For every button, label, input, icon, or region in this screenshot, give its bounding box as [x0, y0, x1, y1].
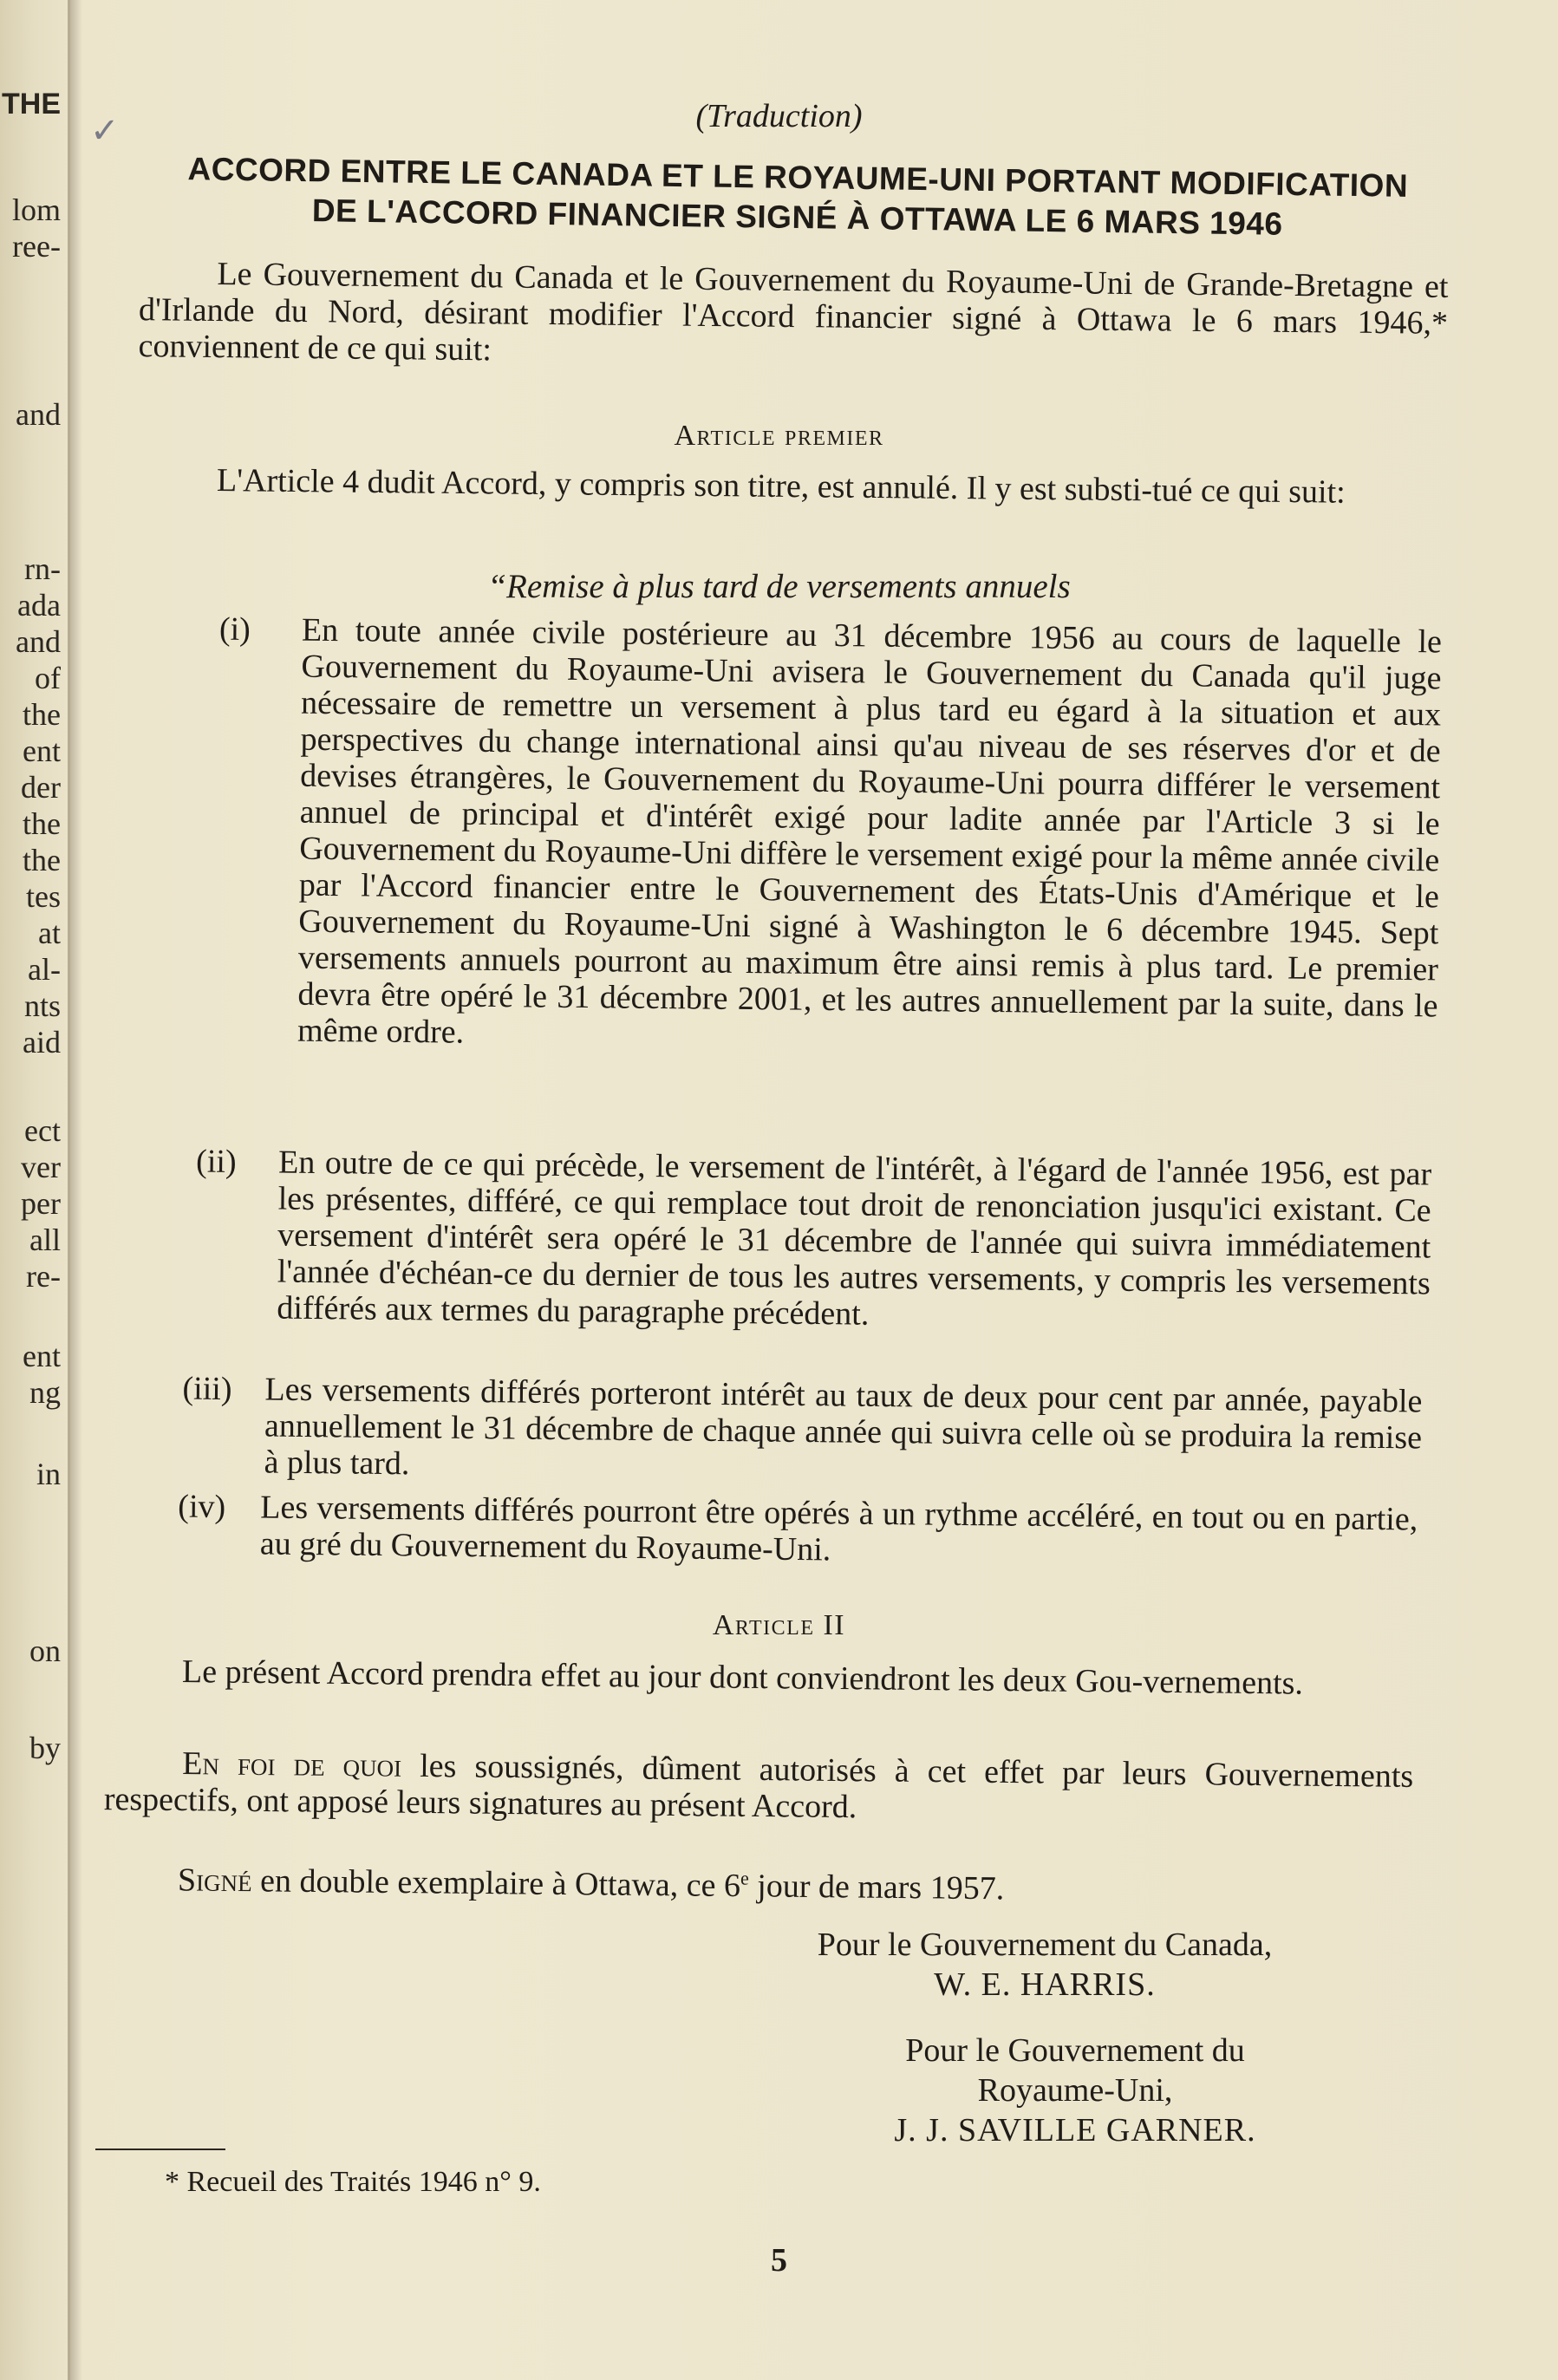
- margin-fragment: THE: [2, 88, 61, 121]
- uk-signature-line-1: Pour le Gouvernement du: [905, 2032, 1245, 2069]
- margin-fragment: per: [21, 1186, 61, 1221]
- clause-number: (i): [218, 610, 251, 649]
- margin-fragment: der: [21, 770, 61, 805]
- gutter-shadow: [70, 0, 82, 2380]
- footnote: * Recueil des Traités 1946 n° 9.: [165, 2166, 541, 2198]
- margin-fragment: of: [35, 661, 61, 695]
- canada-signature-line: Pour le Gouvernement du Canada,: [817, 1927, 1273, 1963]
- uk-signatory-name: J. J. SAVILLE GARNER.: [894, 2112, 1256, 2149]
- translation-label: (Traduction): [695, 98, 863, 134]
- clause-text: En outre de ce qui précède, le versement de l'intérêt, à l'égard de l'année 1956, est par les présentes, différé, ce qui remplace tout droit de renonciation jusqu'ici existant. Ce versement d'intérêt sera opéré le 31 décembre de l'année qui suivra immédiatement l'année d'échéan-ce du dernier de tous les autres versements, y compris les versements différés aux termes du paragraphe précédent.: [277, 1144, 1432, 1333]
- clause-text: En toute année civile postérieure au 31 décembre 1956 au cours de laquelle le Gouvernement du Royaume-Uni avisera le Gouvernement du Canada qu'il juge nécessaire de remettre un versement à plus tard eu égard à la situation et aux perspectives du change international ainsi qu'au niveau de ses réserves d'or et de devises étrangères, le Gouvernement du Royaume-Uni pourra différer le versement annuel de principal et d'intérêt exigé pour ladite année par l'Article 3 si le Gouvernement du Royaume-Uni diffère le versement exigé pour la même année civile par l'Accord financier entre le Gouvernement des États-Unis d'Amérique et le Gouvernement du Royaume-Uni signé à Washington le 6 décembre 1945. Sept versements annuels pourront au maximum être ainsi remis à plus tard. Le premier devra être opéré le 31 décembre 2001, et les autres annuellement par la suite, dans le même ordre.: [297, 611, 1443, 1051]
- uk-signature-block: [798, 2031, 1353, 2150]
- article-1-subtitle: “Remise à plus tard de versements annuels: [487, 568, 1071, 605]
- article-1-text: L'Article 4 dudit Accord, y compris son titre, est annulé. Il y est substi-tué ce qui suit:: [216, 462, 1346, 511]
- canada-signature-block: [741, 1925, 1348, 2005]
- margin-fragment: ree-: [12, 229, 61, 264]
- signe-superscript: e: [740, 1867, 749, 1889]
- clause-i: [214, 611, 1442, 1144]
- margin-fragment: lom: [11, 192, 61, 227]
- preamble-paragraph: Le Gouvernement du Canada et le Gouvernement du Royaume-Uni de Grande-Bretagne et d'Irlande du Nord, désirant modifier l'Accord financier signé à Ottawa le 6 mars 1946,* conviennent de ce qui suit:: [138, 256, 1449, 368]
- margin-fragment: aid: [23, 1025, 61, 1060]
- margin-fragment: the: [23, 806, 61, 841]
- clause-iii: [181, 1371, 1422, 1496]
- margin-fragment: ng: [29, 1375, 61, 1410]
- margin-fragment: at: [38, 916, 61, 950]
- clause-number: (ii): [195, 1143, 237, 1181]
- canada-signatory-name: W. E. HARRIS.: [934, 1966, 1156, 2003]
- check-mark-icon: ✓: [90, 111, 120, 151]
- clause-number: (iii): [182, 1370, 232, 1408]
- margin-fragment: on: [29, 1633, 61, 1668]
- signe-rest: en double exemplaire à Ottawa, ce 6: [251, 1862, 741, 1905]
- margin-fragment: rn-: [24, 551, 61, 586]
- margin-fragment: ect: [24, 1113, 61, 1148]
- margin-fragment: re-: [26, 1259, 61, 1294]
- clause-text: Les versements différés pourront être opérés à un rythme accéléré, en tout ou en partie, au gré du Gouvernement du Royaume-Uni.: [259, 1489, 1418, 1568]
- margin-fragment: and: [16, 624, 61, 659]
- signe-lead: Signé: [177, 1862, 252, 1900]
- footnote-divider: [95, 2149, 225, 2150]
- margin-fragment: ent: [23, 1339, 61, 1373]
- clause-ii: [194, 1144, 1432, 1382]
- article-2-text: Le présent Accord prendra effet au jour dont conviendront les deux Gou-vernements.: [181, 1653, 1304, 1702]
- margin-fragment: ent: [23, 734, 61, 768]
- title-line-2: DE L'ACCORD FINANCIER SIGNÉ À OTTAWA LE 6 MARS 1946: [311, 192, 1283, 242]
- page-number: 5: [771, 2242, 787, 2279]
- margin-fragment: the: [23, 697, 61, 732]
- article-1-heading: Article premier: [674, 420, 884, 452]
- en-foi-paragraph: [104, 1744, 1414, 1831]
- clause-iv: [178, 1489, 1418, 1580]
- title-line-1: ACCORD ENTRE LE CANADA ET LE ROYAUME-UNI PORTANT MODIFICATION: [187, 151, 1409, 204]
- margin-fragment: in: [36, 1457, 61, 1491]
- signe-tail: jour de mars 1957.: [748, 1868, 1005, 1907]
- margin-fragment: al-: [28, 952, 61, 987]
- clause-number: (iv): [178, 1488, 226, 1526]
- margin-fragment: ver: [21, 1150, 61, 1184]
- clause-text: Les versements différés porteront intérêt au taux de deux pour cent par année, payable annuellement le 31 décembre de chaque année qui suivra celle où se produira la remise à plus tard.: [264, 1371, 1423, 1483]
- margin-fragment: by: [29, 1731, 61, 1765]
- margin-fragment: the: [23, 843, 61, 877]
- article-2-heading: Article II: [712, 1609, 846, 1641]
- margin-fragment: and: [16, 397, 61, 432]
- margin-fragment: all: [29, 1223, 61, 1257]
- margin-fragment: ada: [17, 588, 61, 623]
- margin-fragment: nts: [23, 988, 61, 1023]
- en-foi-rest: les soussignés, dûment autorisés à cet effet par leurs Gouvernements respectifs, ont apposé leurs signatures au présent Accord.: [103, 1747, 1414, 1826]
- margin-fragment: tes: [26, 879, 61, 914]
- uk-signature-line-2: Royaume-Uni,: [977, 2072, 1173, 2109]
- en-foi-lead: En foi de quoi: [182, 1745, 402, 1784]
